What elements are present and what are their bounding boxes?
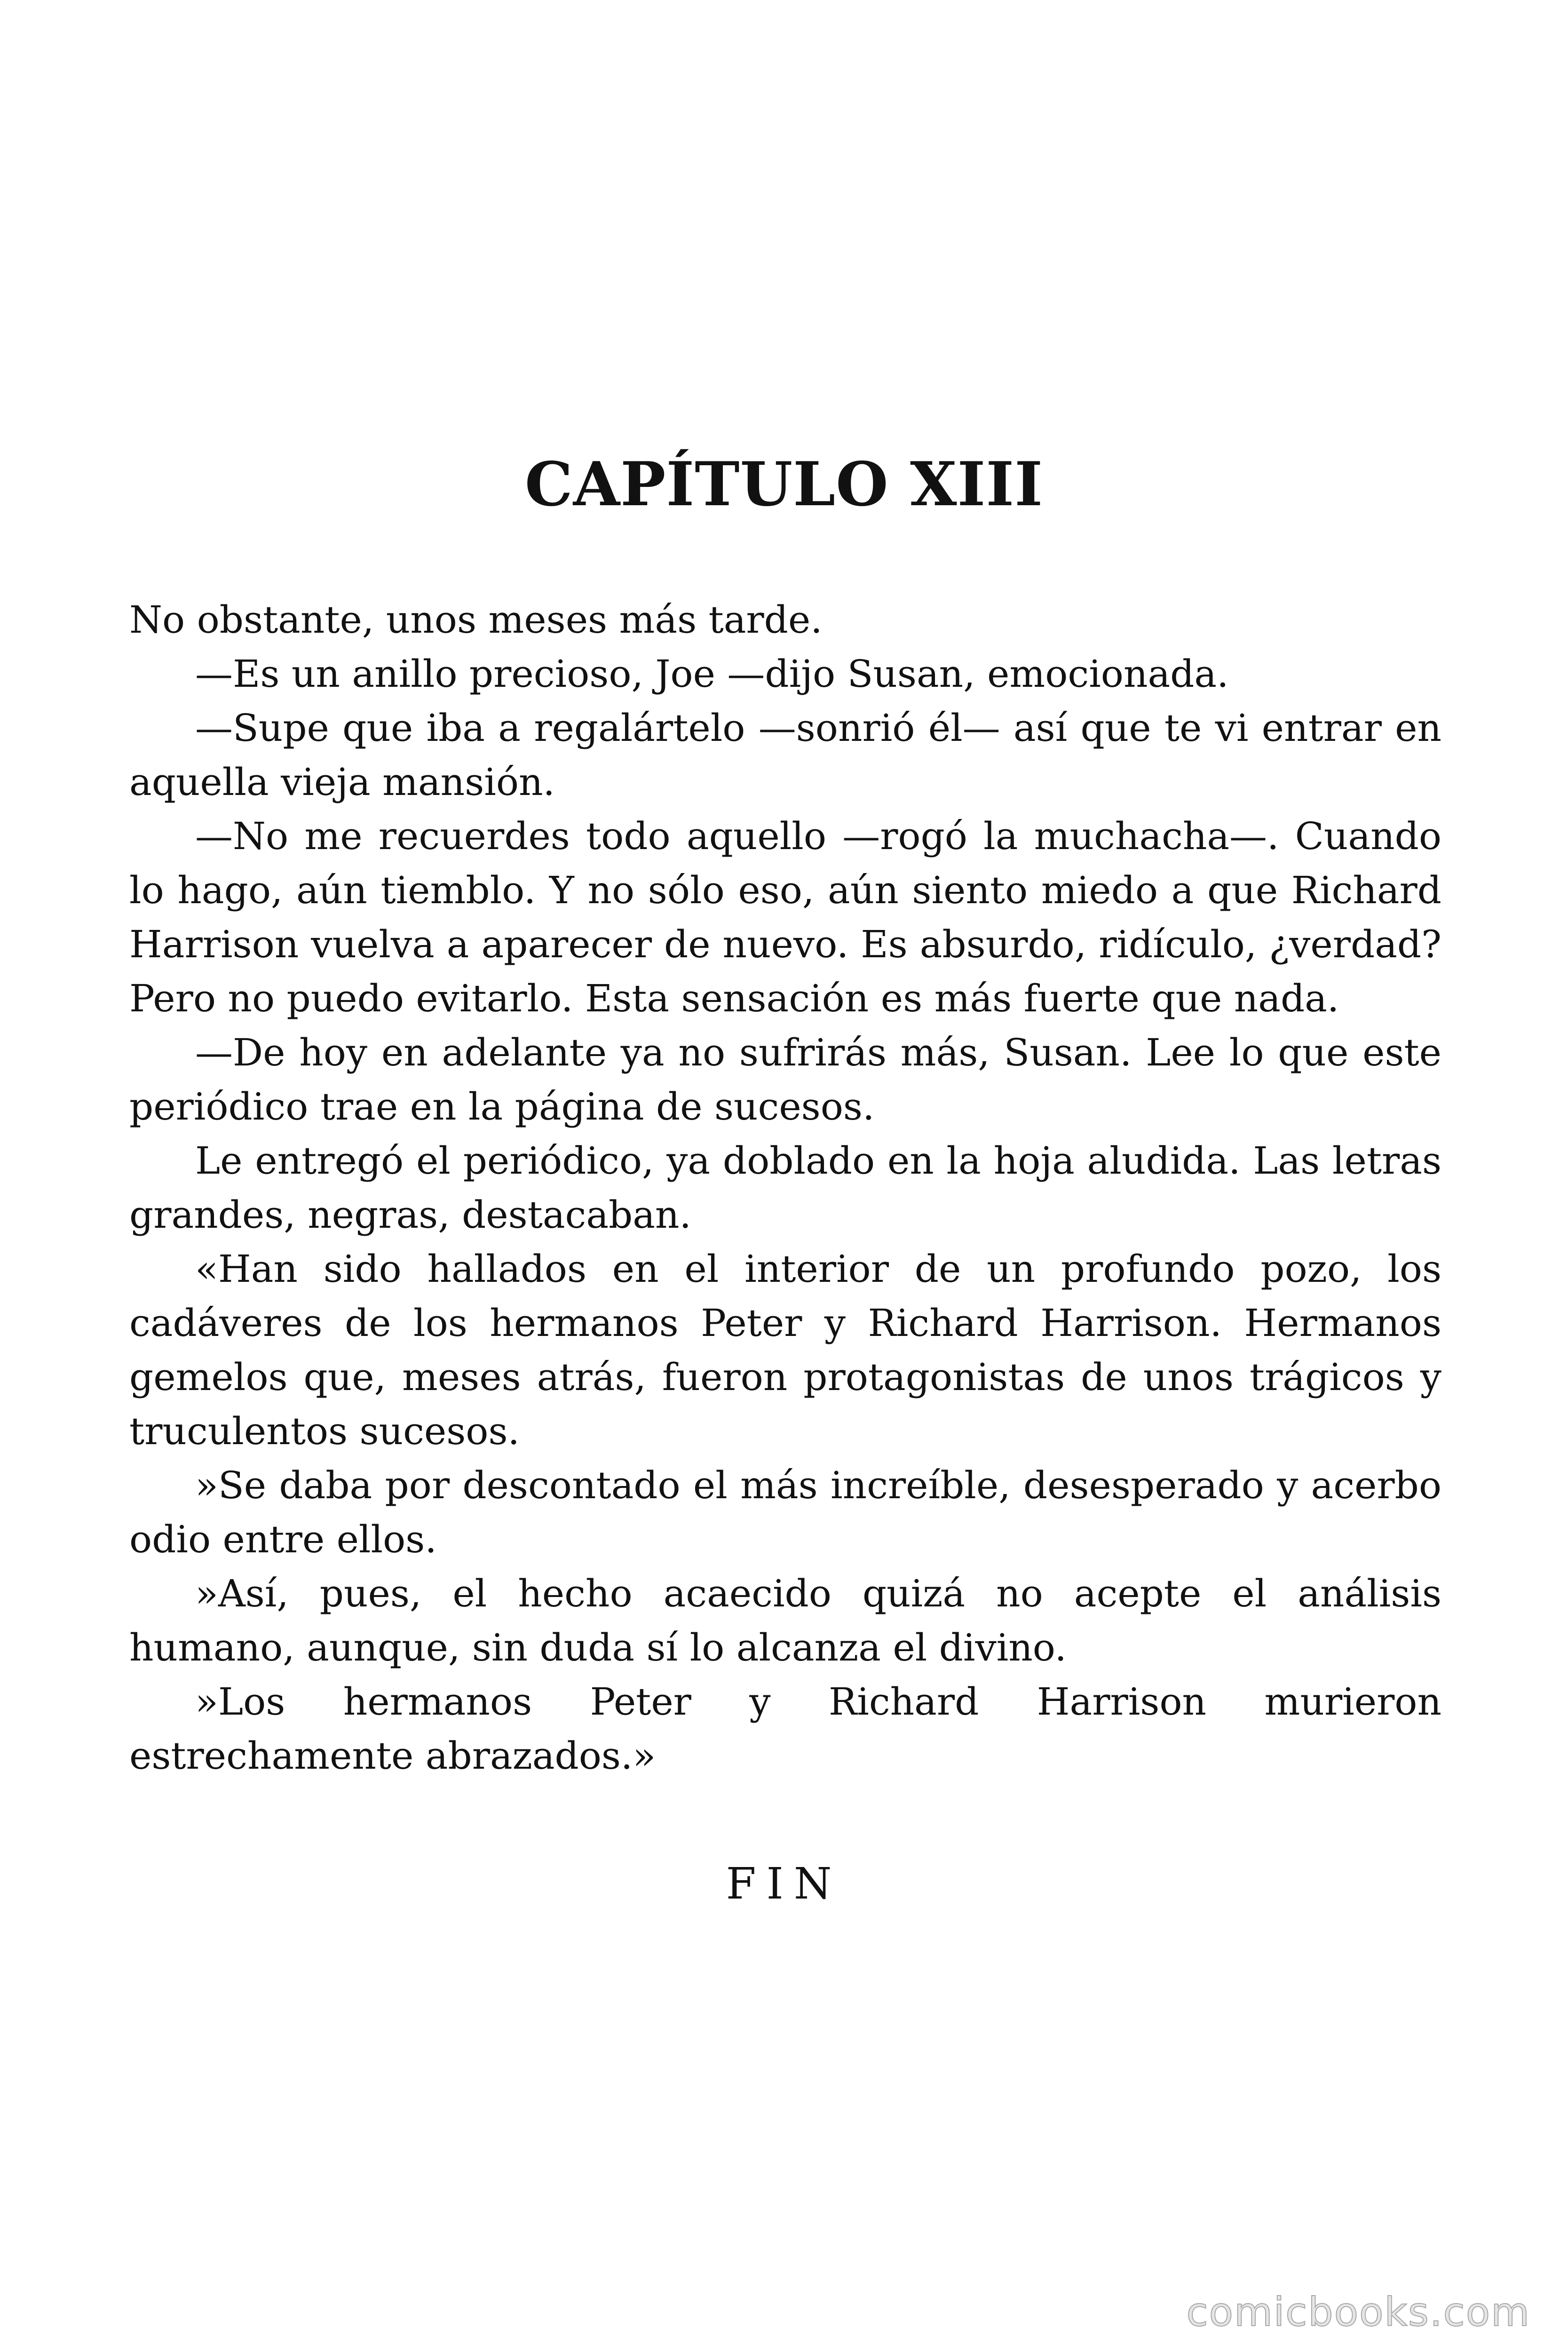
paragraph: «Han sido hallados en el interior de un profundo pozo, los cadáveres de los hermanos Peter y Richard Harrison. Hermanos gemelos que, meses atrás, fueron protagonistas de unos trágicos y truculentos sucesos.: [129, 1247, 1441, 1453]
paragraph: —No me recuerdes todo aquello —rogó la muchacha—. Cuando lo hago, aún tiemblo. Y no sólo eso, aún siento miedo a que Richard Harrison vuelva a aparecer de nuevo. Es absurdo, ridículo, ¿verdad? Pero no puedo evitarlo. Esta sensación es más fuerte que nada.: [129, 814, 1441, 1020]
paragraph: —Es un anillo precioso, Joe —dijo Susan, emocionada.: [195, 652, 1229, 696]
paragraph: Le entregó el periódico, ya doblado en la hoja aludida. Las letras grandes, negras, destacaban.: [129, 1139, 1441, 1237]
paragraph: »Se daba por descontado el más increíble, desesperado y acerbo odio entre ellos.: [129, 1463, 1441, 1561]
paragraph: »Así, pues, el hecho acaecido quizá no acepte el análisis humano, aunque, sin duda sí lo alcanza el divino.: [129, 1572, 1441, 1669]
chapter-title: CAPÍTULO XIII: [524, 449, 1044, 520]
chapter-body: [129, 593, 1441, 1783]
end-mark: FIN: [726, 1859, 842, 1909]
paragraph: »Los hermanos Peter y Richard Harrison murieron estrechamente abrazados.»: [129, 1680, 1441, 1778]
paragraph: —Supe que iba a regalártelo —sonrió él— así que te vi entrar en aquella vieja mansión.: [129, 706, 1441, 804]
paragraph: —De hoy en adelante ya no sufrirás más, Susan. Lee lo que este periódico trae en la página de sucesos.: [129, 1031, 1441, 1128]
paragraph: No obstante, unos meses más tarde.: [129, 598, 823, 642]
site-watermark: comicbooks.com: [1186, 2289, 1530, 2335]
